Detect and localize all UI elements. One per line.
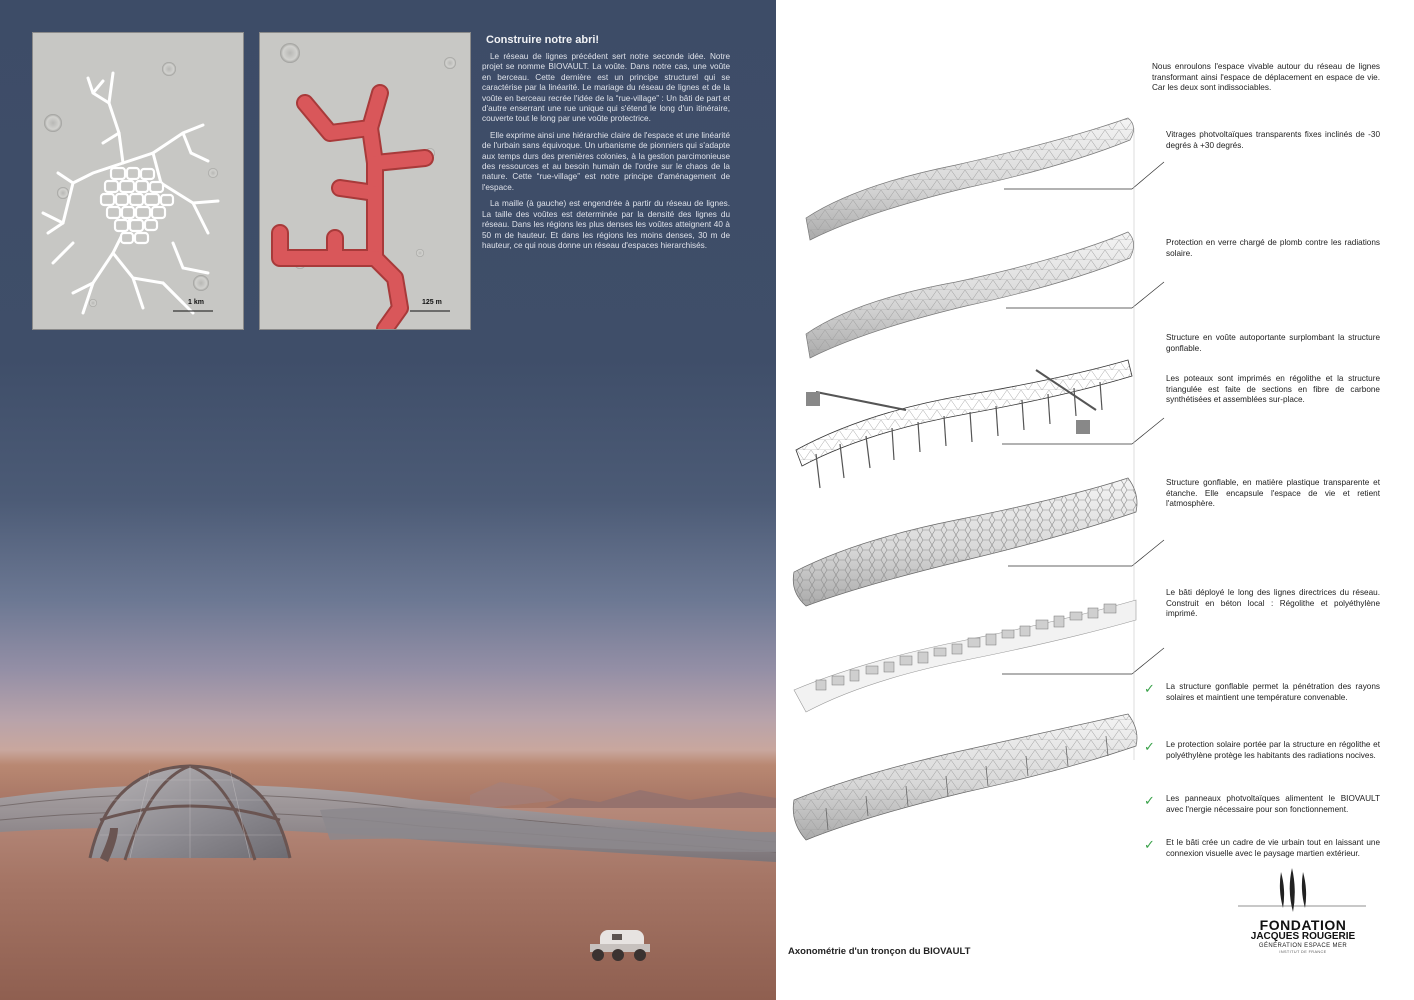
paragraph-3: La maille (à gauche) est engendrée à partir du réseau de lignes. La taille des voûtes est determinée par la densité des lignes du réseau. Dans les régions les plus denses les voûtes atteignent 40 à 50 m de hauteur. Et dans les régions les moins denses, 30 m de hauteur, ce qui nous donne un réseau d'espaces hierarchisés. <box>482 199 730 250</box>
check-icon: ✓ <box>1144 838 1155 853</box>
layer-assembled <box>793 714 1137 840</box>
logo-line-1: FONDATION <box>1259 917 1347 933</box>
layer-inflatable <box>793 478 1137 606</box>
annotation-vault-structure: Structure en voûte autoportante surplombant la structure gonflable. <box>1166 333 1380 353</box>
description-text-block <box>482 34 730 257</box>
paragraph-1: Le réseau de lignes précédent sert notre seconde idée. Notre projet se nomme BIOVAULT. La voûte. Dans notre cas, une voûte en berceau. Cette dernière est un principe structurel qui se caractérise par la linéarité. Le mariage du réseau de lignes et de la voûte en berceau recrée l'idée de la “rue-village” : Un bâti de part et d'autre enserrant une rue unique qui s'étend le long d'un itinéraire, couverte tout le long par une voûte protectrice. <box>482 52 730 124</box>
network-map-image <box>32 32 244 330</box>
section-title: Construire notre abri! <box>486 34 600 46</box>
biovault-landscape-render <box>0 740 776 1000</box>
layer-pv-glazing <box>806 118 1134 240</box>
paragraph-2: Elle exprime ainsi une hiérarchie claire de l'espace et une linéarité de l'urbain sans équivoque. Un urbanisme de pionniers qui s'adapte aux temps durs des premières colonies, à la gestion parcimonieuse des ressources et au besoin humain de l'ordre sur le chaos de la nature. Cette “rue-village” est notre principe d'aménagement de l'espace. <box>482 130 730 192</box>
network-map-graphic <box>33 33 243 329</box>
check-icon: ✓ <box>1144 794 1155 809</box>
check-icon: ✓ <box>1144 682 1155 697</box>
fondation-logo <box>1238 916 1368 954</box>
right-panel <box>776 0 1414 1000</box>
map1-scale-label: 1 km <box>188 299 204 306</box>
annotation-pv-glazing: Vitrages photvoltaïques transparents fixes inclinés de -30 degrés à +30 degrés. <box>1166 130 1380 150</box>
vault-map-image <box>259 32 471 330</box>
annotation-inflatable: Structure gonflable, en matière plastique transparente et étanche. Elle encapsule l'espace de vie et retient l'atmosphère. <box>1166 478 1380 509</box>
benefit-2: Le protection solaire portée par la structure en régolithe et polyéthylène protège les habitants des radiations nocives. <box>1166 740 1380 760</box>
layer-vault-structure <box>796 360 1132 488</box>
vault-map-graphic <box>260 33 470 329</box>
annotation-pillars: Les poteaux sont imprimés en régolithe et la structure triangulée est faite de sections en fibre de carbone synthétisées et assemblées sur-place. <box>1166 374 1380 405</box>
layer-buildings <box>794 600 1136 712</box>
annotation-intro: Nous enroulons l'espace vivable autour du réseau de lignes transformant ainsi l'espace de déplacement en espace de vie. Car les deux sont indissociables. <box>1152 62 1380 93</box>
axonometry-caption: Axonométrie d'un tronçon du BIOVAULT <box>788 946 971 957</box>
layer-lead-glass <box>806 232 1134 358</box>
logo-line-3: GÉNÉRATION ESPACE MER <box>1258 943 1348 949</box>
logo-line-2: JACQUES ROUGERIE <box>1250 931 1356 942</box>
map2-scale-label: 125 m <box>422 299 442 306</box>
fondation-logo-mark <box>1238 868 1366 912</box>
annotation-buildings: Le bâti déployé le long des lignes directrices du réseau. Construit en béton local : Régolithe et polyéthylène imprimé. <box>1166 588 1380 619</box>
benefit-4: Et le bâti crée un cadre de vie urbain tout en laissant une connexion visuelle avec le paysage martien extérieur. <box>1166 838 1380 858</box>
annotation-lead-glass: Protection en verre chargé de plomb contre les radiations solaire. <box>1166 238 1380 258</box>
logo-line-4: INSTITUT DE FRANCE <box>1279 950 1327 954</box>
benefit-3: Les panneaux photvoltaïques alimentent le BIOVAULT avec l'nergie nécessaire pour son fonctionnement. <box>1166 794 1380 814</box>
check-icon: ✓ <box>1144 740 1155 755</box>
benefit-1: La structure gonflable permet la pénétration des rayons solaires et maintient une température convenable. <box>1166 682 1380 702</box>
